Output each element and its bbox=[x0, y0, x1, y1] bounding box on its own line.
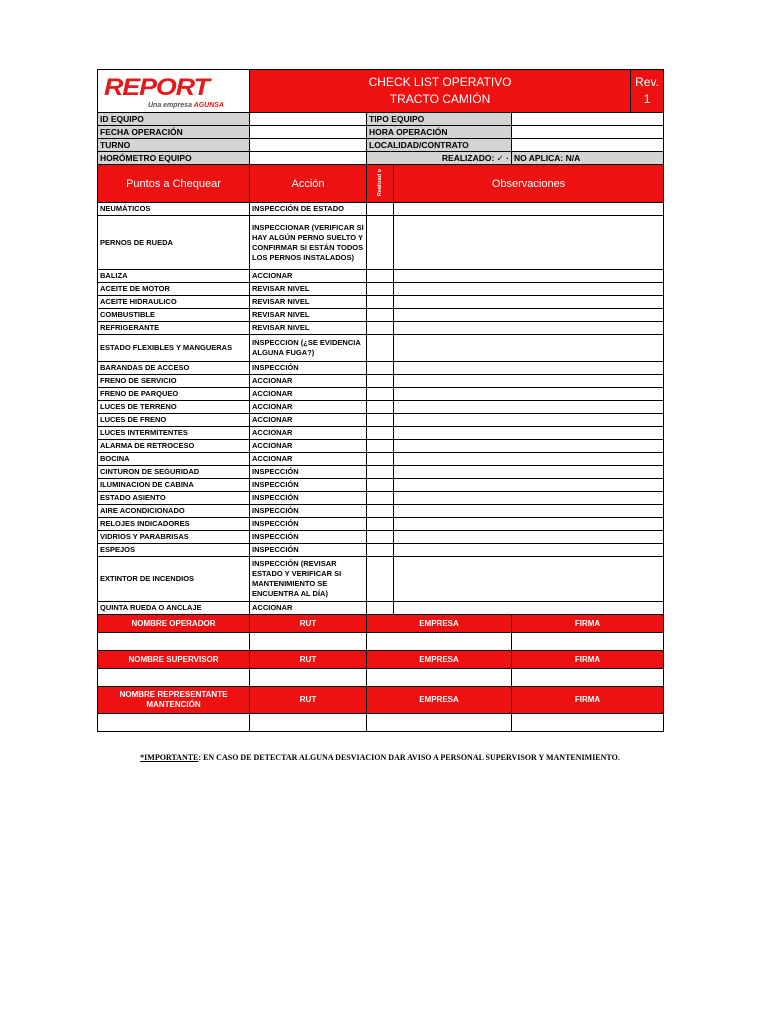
observaciones-field[interactable] bbox=[394, 322, 664, 335]
turno-label: TURNO bbox=[98, 139, 250, 152]
punto-cell: QUINTA RUEDA O ANCLAJE bbox=[98, 602, 250, 615]
table-row bbox=[98, 602, 664, 615]
observaciones-field[interactable] bbox=[394, 401, 664, 414]
observaciones-field[interactable] bbox=[394, 309, 664, 322]
realizado-checkbox[interactable] bbox=[367, 427, 394, 440]
punto-cell: LUCES DE TERRENO bbox=[98, 401, 250, 414]
table-row bbox=[98, 531, 664, 544]
tipo-equipo-label: TIPO EQUIPO bbox=[367, 113, 512, 126]
info-row bbox=[98, 139, 664, 152]
realizado-legend: REALIZADO: ✓ · bbox=[367, 152, 512, 165]
punto-cell: EXTINTOR DE INCENDIOS bbox=[98, 557, 250, 602]
observaciones-field[interactable] bbox=[394, 466, 664, 479]
punto-cell: VIDRIOS Y PARABRISAS bbox=[98, 531, 250, 544]
header-row bbox=[98, 70, 664, 113]
realizado-checkbox[interactable] bbox=[367, 388, 394, 401]
col-accion-header: Acción bbox=[250, 165, 367, 203]
table-row bbox=[98, 466, 664, 479]
empresa-representante-field[interactable] bbox=[367, 714, 512, 732]
accion-cell: INSPECCIÓN bbox=[250, 492, 367, 505]
important-text: : EN CASO DE DETECTAR ALGUNA DESVIACION DAR AVISO A PERSONAL SUPERVISOR Y MANTENIMIENTO. bbox=[198, 753, 620, 762]
table-row bbox=[98, 203, 664, 216]
accion-cell: ACCIONAR bbox=[250, 602, 367, 615]
accion-cell: REVISAR NIVEL bbox=[250, 283, 367, 296]
realizado-checkbox[interactable] bbox=[367, 557, 394, 602]
punto-cell: BARANDAS DE ACCESO bbox=[98, 362, 250, 375]
realizado-checkbox[interactable] bbox=[367, 414, 394, 427]
horometro-field[interactable] bbox=[250, 152, 367, 165]
accion-cell: INSPECCION (¿SE EVIDENCIA ALGUNA FUGA?) bbox=[250, 335, 367, 362]
signature-header-row bbox=[98, 687, 664, 714]
punto-cell: BOCINA bbox=[98, 453, 250, 466]
turno-field[interactable] bbox=[250, 139, 367, 152]
table-row bbox=[98, 322, 664, 335]
col-realizado-header: Realizad o bbox=[367, 165, 394, 203]
empresa-operador-field[interactable] bbox=[367, 633, 512, 651]
horometro-label: HORÓMETRO EQUIPO bbox=[98, 152, 250, 165]
empresa-supervisor-field[interactable] bbox=[367, 669, 512, 687]
column-header-row bbox=[98, 165, 664, 203]
accion-cell: ACCIONAR bbox=[250, 270, 367, 283]
table-row bbox=[98, 362, 664, 375]
observaciones-field[interactable] bbox=[394, 427, 664, 440]
observaciones-field[interactable] bbox=[394, 557, 664, 602]
rut-operador-field[interactable] bbox=[250, 633, 367, 651]
punto-cell: ALARMA DE RETROCESO bbox=[98, 440, 250, 453]
table-row bbox=[98, 427, 664, 440]
table-row bbox=[98, 375, 664, 388]
rev-value: 1 bbox=[643, 92, 651, 106]
accion-cell: INSPECCIÓN bbox=[250, 362, 367, 375]
empresa-header: EMPRESA bbox=[367, 687, 512, 714]
accion-cell: ACCIONAR bbox=[250, 401, 367, 414]
observaciones-field[interactable] bbox=[394, 270, 664, 283]
info-row bbox=[98, 126, 664, 139]
punto-cell: LUCES INTERMITENTES bbox=[98, 427, 250, 440]
rut-header: RUT bbox=[250, 615, 367, 633]
accion-cell: ACCIONAR bbox=[250, 453, 367, 466]
table-row bbox=[98, 388, 664, 401]
accion-cell: INSPECCIÓN (REVISAR ESTADO Y VERIFICAR SI MANTENIMIENTO SE ENCUENTRA AL DÍA) bbox=[250, 557, 367, 602]
realizado-checkbox[interactable] bbox=[367, 466, 394, 479]
table-row bbox=[98, 544, 664, 557]
accion-cell: REVISAR NIVEL bbox=[250, 296, 367, 309]
firma-header: FIRMA bbox=[512, 651, 664, 669]
col-observaciones-header: Observaciones bbox=[394, 165, 664, 203]
realizado-checkbox[interactable] bbox=[367, 479, 394, 492]
realizado-checkbox[interactable] bbox=[367, 296, 394, 309]
observaciones-field[interactable] bbox=[394, 518, 664, 531]
hora-operacion-label: HORA OPERACIÓN bbox=[367, 126, 512, 139]
realizado-checkbox[interactable] bbox=[367, 309, 394, 322]
id-equipo-label: ID EQUIPO bbox=[98, 113, 250, 126]
rut-header: RUT bbox=[250, 651, 367, 669]
accion-cell: INSPECCIÓN bbox=[250, 466, 367, 479]
observaciones-field[interactable] bbox=[394, 362, 664, 375]
accion-cell: ACCIONAR bbox=[250, 427, 367, 440]
accion-cell: INSPECCIÓN bbox=[250, 505, 367, 518]
accion-cell: INSPECCIÓN bbox=[250, 479, 367, 492]
accion-cell: INSPECCIÓN bbox=[250, 544, 367, 557]
realizado-checkbox[interactable] bbox=[367, 505, 394, 518]
punto-cell: COMBUSTIBLE bbox=[98, 309, 250, 322]
checklist-table bbox=[97, 69, 664, 732]
logo-wordmark: REPORT bbox=[104, 74, 209, 101]
nombre-representante-field[interactable] bbox=[98, 714, 250, 732]
accion-cell: ACCIONAR bbox=[250, 388, 367, 401]
punto-cell: NEUMÁTICOS bbox=[98, 203, 250, 216]
revision bbox=[631, 70, 664, 113]
realizado-checkbox[interactable] bbox=[367, 531, 394, 544]
realizado-checkbox[interactable] bbox=[367, 492, 394, 505]
localidad-label: LOCALIDAD/CONTRATO bbox=[367, 139, 512, 152]
punto-cell: BALIZA bbox=[98, 270, 250, 283]
observaciones-field[interactable] bbox=[394, 414, 664, 427]
tipo-equipo-field[interactable] bbox=[512, 113, 664, 126]
firma-representante-field[interactable] bbox=[512, 714, 664, 732]
accion-cell: INSPECCIÓN bbox=[250, 531, 367, 544]
accion-cell: ACCIONAR bbox=[250, 375, 367, 388]
empresa-header: EMPRESA bbox=[367, 615, 512, 633]
table-row bbox=[98, 479, 664, 492]
observaciones-field[interactable] bbox=[394, 544, 664, 557]
punto-cell: PERNOS DE RUEDA bbox=[98, 216, 250, 270]
important-note bbox=[97, 753, 663, 762]
punto-cell: AIRE ACONDICIONADO bbox=[98, 505, 250, 518]
punto-cell: ESTADO FLEXIBLES Y MANGUERAS bbox=[98, 335, 250, 362]
accion-cell: INSPECCIÓN DE ESTADO bbox=[250, 203, 367, 216]
table-row bbox=[98, 557, 664, 602]
punto-cell: ILUMINACION DE CABINA bbox=[98, 479, 250, 492]
no-aplica-legend: NO APLICA: N/A bbox=[512, 152, 664, 165]
realizado-checkbox[interactable] bbox=[367, 362, 394, 375]
realizado-checkbox[interactable] bbox=[367, 335, 394, 362]
realizado-checkbox[interactable] bbox=[367, 440, 394, 453]
logo bbox=[98, 70, 250, 113]
logo-tagline: Una empresa AGUNSA bbox=[148, 102, 224, 109]
empresa-header: EMPRESA bbox=[367, 651, 512, 669]
realizado-checkbox[interactable] bbox=[367, 518, 394, 531]
realizado-checkbox[interactable] bbox=[367, 602, 394, 615]
firma-supervisor-field[interactable] bbox=[512, 669, 664, 687]
realizado-checkbox[interactable] bbox=[367, 375, 394, 388]
table-row bbox=[98, 270, 664, 283]
table-row bbox=[98, 518, 664, 531]
info-row bbox=[98, 113, 664, 126]
accion-cell: REVISAR NIVEL bbox=[250, 322, 367, 335]
realizado-checkbox[interactable] bbox=[367, 216, 394, 270]
observaciones-field[interactable] bbox=[394, 479, 664, 492]
punto-cell: ACEITE DE MOTOR bbox=[98, 283, 250, 296]
punto-cell: FRENO DE SERVICIO bbox=[98, 375, 250, 388]
observaciones-field[interactable] bbox=[394, 602, 664, 615]
realizado-checkbox[interactable] bbox=[367, 283, 394, 296]
rut-header: RUT bbox=[250, 687, 367, 714]
punto-cell: ESTADO ASIENTO bbox=[98, 492, 250, 505]
realizado-checkbox[interactable] bbox=[367, 270, 394, 283]
table-row bbox=[98, 401, 664, 414]
signature-header-row bbox=[98, 615, 664, 633]
punto-cell: LUCES DE FRENO bbox=[98, 414, 250, 427]
punto-cell: ACEITE HIDRAULICO bbox=[98, 296, 250, 309]
title-line-1: CHECK LIST OPERATIVO bbox=[368, 75, 512, 89]
table-row bbox=[98, 453, 664, 466]
punto-cell: RELOJES INDICADORES bbox=[98, 518, 250, 531]
observaciones-field[interactable] bbox=[394, 335, 664, 362]
observaciones-field[interactable] bbox=[394, 453, 664, 466]
nombre-representante-header: NOMBRE REPRESENTANTE MANTENCIÓN bbox=[98, 687, 250, 714]
observaciones-field[interactable] bbox=[394, 375, 664, 388]
punto-cell: CINTURON DE SEGURIDAD bbox=[98, 466, 250, 479]
punto-cell: FRENO DE PARQUEO bbox=[98, 388, 250, 401]
signature-header-row bbox=[98, 651, 664, 669]
rut-supervisor-field[interactable] bbox=[250, 669, 367, 687]
observaciones-field[interactable] bbox=[394, 203, 664, 216]
col-puntos-header: Puntos a Chequear bbox=[98, 165, 250, 203]
nombre-supervisor-field[interactable] bbox=[98, 669, 250, 687]
firma-header: FIRMA bbox=[512, 687, 664, 714]
info-row bbox=[98, 152, 664, 165]
table-row bbox=[98, 296, 664, 309]
nombre-operador-header: NOMBRE OPERADOR bbox=[98, 615, 250, 633]
observaciones-field[interactable] bbox=[394, 440, 664, 453]
realizado-checkbox[interactable] bbox=[367, 453, 394, 466]
fecha-operacion-label: FECHA OPERACIÓN bbox=[98, 126, 250, 139]
realizado-checkbox[interactable] bbox=[367, 401, 394, 414]
observaciones-field[interactable] bbox=[394, 283, 664, 296]
id-equipo-field[interactable] bbox=[250, 113, 367, 126]
observaciones-field[interactable] bbox=[394, 531, 664, 544]
realizado-checkbox[interactable] bbox=[367, 322, 394, 335]
observaciones-field[interactable] bbox=[394, 216, 664, 270]
table-row bbox=[98, 283, 664, 296]
rut-representante-field[interactable] bbox=[250, 714, 367, 732]
table-row bbox=[98, 440, 664, 453]
accion-cell: ACCIONAR bbox=[250, 440, 367, 453]
nombre-supervisor-header: NOMBRE SUPERVISOR bbox=[98, 651, 250, 669]
observaciones-field[interactable] bbox=[394, 505, 664, 518]
accion-cell: REVISAR NIVEL bbox=[250, 309, 367, 322]
realizado-checkbox[interactable] bbox=[367, 544, 394, 557]
signature-input-row bbox=[98, 669, 664, 687]
realizado-checkbox[interactable] bbox=[367, 203, 394, 216]
hora-operacion-field[interactable] bbox=[512, 126, 664, 139]
firma-header: FIRMA bbox=[512, 615, 664, 633]
checklist-sheet bbox=[97, 69, 663, 732]
accion-cell: INSPECCIÓN bbox=[250, 518, 367, 531]
nombre-operador-field[interactable] bbox=[98, 633, 250, 651]
firma-operador-field[interactable] bbox=[512, 633, 664, 651]
table-row bbox=[98, 414, 664, 427]
accion-cell: INSPECCIONAR (VERIFICAR SI HAY ALGÚN PERNO SUELTO Y CONFIRMAR SI ESTÁN TODOS LOS PERNOS INSTALADOS) bbox=[250, 216, 367, 270]
document-title bbox=[250, 70, 631, 113]
rev-label: Rev. bbox=[635, 75, 659, 89]
table-row bbox=[98, 505, 664, 518]
accion-cell: ACCIONAR bbox=[250, 414, 367, 427]
signature-input-row bbox=[98, 714, 664, 732]
table-row bbox=[98, 492, 664, 505]
observaciones-field[interactable] bbox=[394, 388, 664, 401]
important-label: *IMPORTANTE bbox=[140, 753, 199, 762]
localidad-field[interactable] bbox=[512, 139, 664, 152]
observaciones-field[interactable] bbox=[394, 296, 664, 309]
title-line-2: TRACTO CAMIÓN bbox=[389, 92, 491, 106]
observaciones-field[interactable] bbox=[394, 492, 664, 505]
table-row bbox=[98, 309, 664, 322]
fecha-operacion-field[interactable] bbox=[250, 126, 367, 139]
punto-cell: REFRIGERANTE bbox=[98, 322, 250, 335]
table-row bbox=[98, 216, 664, 270]
punto-cell: ESPEJOS bbox=[98, 544, 250, 557]
signature-input-row bbox=[98, 633, 664, 651]
table-row bbox=[98, 335, 664, 362]
